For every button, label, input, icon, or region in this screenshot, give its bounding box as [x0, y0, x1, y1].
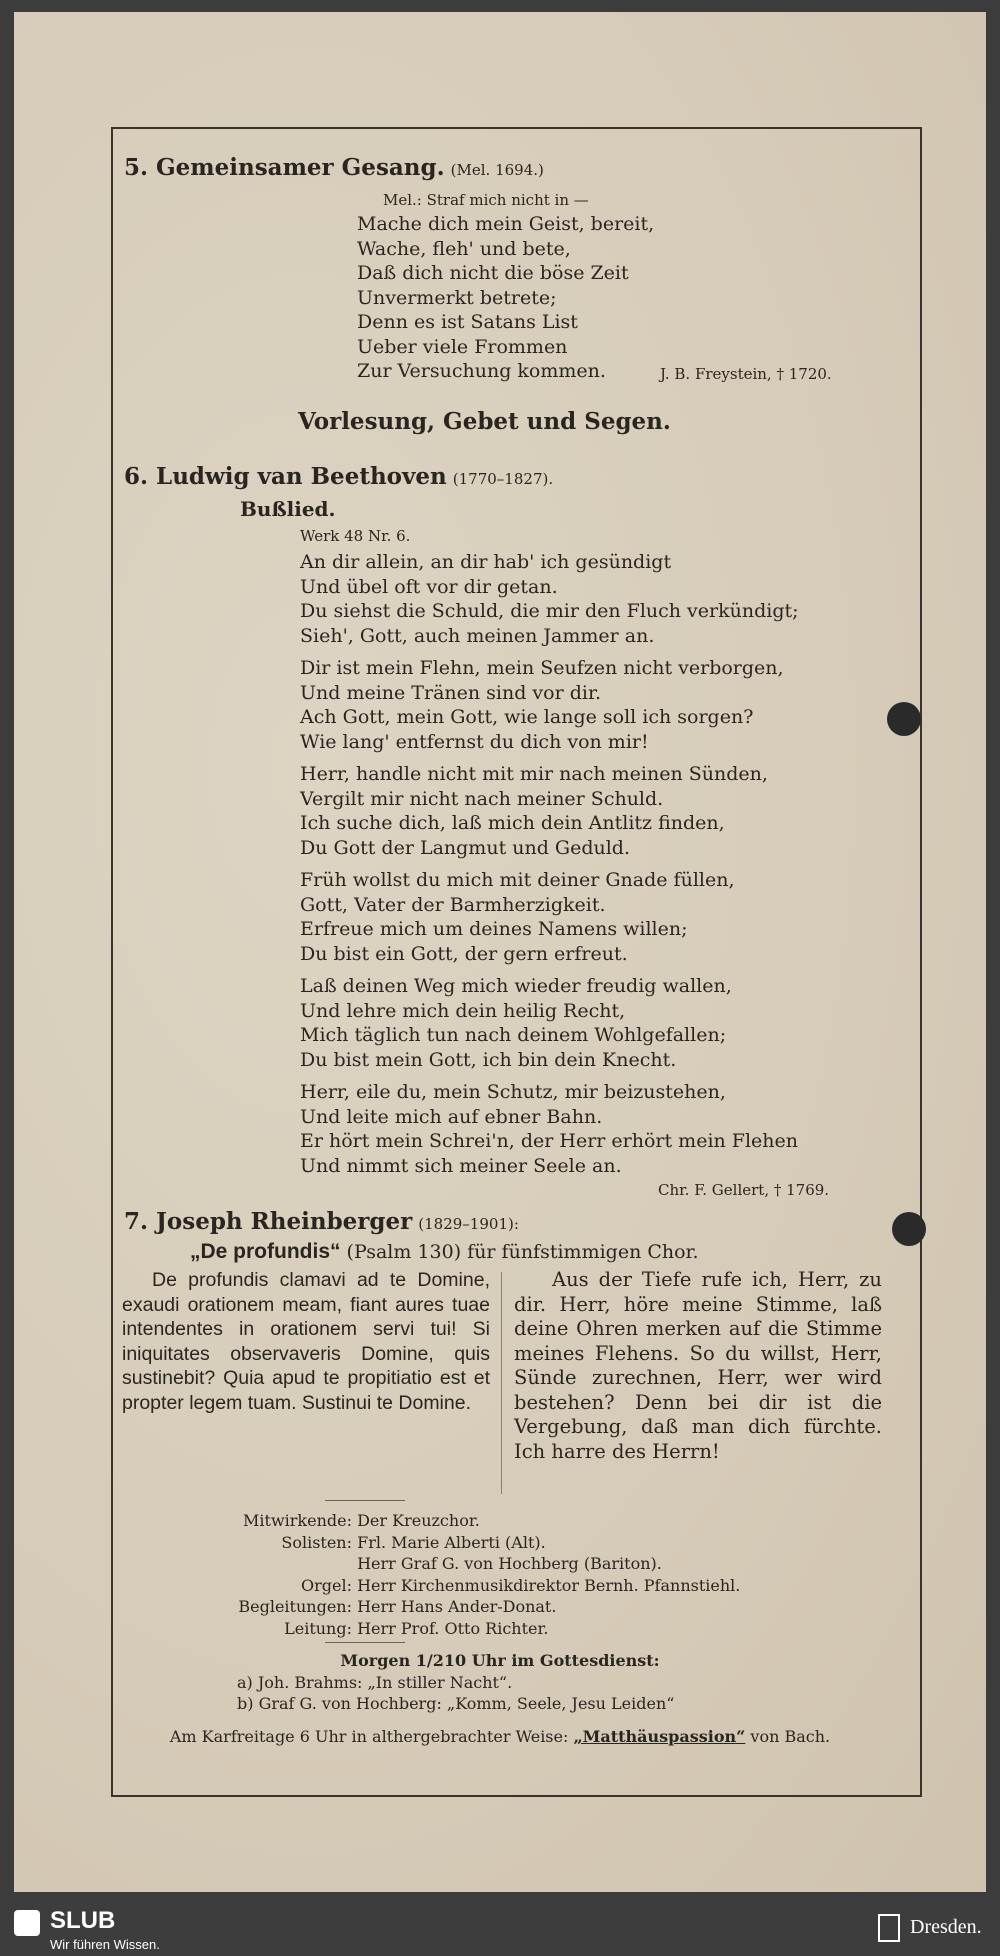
verse-line: Wache, fleh' und bete, — [357, 237, 571, 260]
author: Chr. F. Gellert, † 1769. — [658, 1181, 830, 1199]
slub-logo[interactable]: SLUB — [50, 1907, 116, 1934]
hymn-text — [357, 212, 654, 384]
work-title: Bußlied. — [240, 497, 336, 521]
song-text — [300, 550, 799, 1178]
morning-program — [237, 1672, 674, 1714]
verse-line: Unvermerkt betrete; — [357, 286, 557, 309]
verse-line: Daß dich nicht die böse Zeit — [357, 262, 629, 284]
section-title: 5. Gemeinsamer Gesang. — [124, 154, 445, 181]
stanza: Früh wollst du mich mit deiner Gnade füllen, Gott, Vater der Barmherzigkeit. Erfreue mich um deines Namens willen; Du bist ein Gott, der gern erfreut. — [300, 869, 735, 965]
verse-line: Denn es ist Satans List — [357, 311, 578, 333]
section-title: 7. Joseph Rheinberger — [124, 1208, 413, 1235]
dresden-logo[interactable]: Dresden. — [910, 1916, 982, 1938]
program-item: b) Graf G. von Hochberg: „Komm, Seele, Jesu Leiden“ — [237, 1694, 675, 1713]
stanza: Laß deinen Weg mich wieder freudig wallen, Und lehre mich dein heilig Recht, Mich täglich tun nach deinem Wohlgefallen; Du bist mein Gott, ich bin dein Knecht. — [300, 975, 732, 1071]
footer-bar — [0, 1902, 1000, 1956]
composer-dates: (1770–1827). — [452, 470, 554, 488]
latin-text: De profundis clamavi ad te Domine, exaudi orationem meam, fiant aures tuae intendentes in orationem servi tui! Si iniquitates observaveris Domine, quis sustinebit? Quia apud te propitiatio est et propter legem tuam. Sustinui te Domine. — [122, 1269, 490, 1414]
matthaeuspassion: „Matthäuspassion“ — [573, 1727, 746, 1746]
divider — [325, 1642, 405, 1643]
column-divider — [501, 1272, 502, 1494]
divider — [325, 1500, 405, 1501]
verse-line: Ueber viele Frommen — [357, 335, 568, 358]
punch-hole — [892, 1212, 926, 1246]
dresden-crest-icon — [878, 1914, 900, 1942]
melody-note: Mel.: Straf mich nicht in — — [383, 191, 589, 209]
morning-heading: Morgen 1/210 Uhr im Gottesdienst: — [340, 1651, 660, 1670]
slub-logo-icon — [14, 1910, 40, 1936]
good-friday-note: Am Karfreitage 6 Uhr in althergebrachter Weise: „Matthäuspassion“ von Bach. — [169, 1727, 831, 1746]
punch-hole — [887, 702, 921, 736]
stanza: Herr, handle nicht mit mir nach meinen Sünden, Vergilt mir nicht nach meiner Schuld. Ich suche dich, laß mich dein Antlitz finden, Du Gott der Langmut und Geduld. — [300, 763, 768, 859]
section-5-heading — [124, 156, 544, 183]
program-item: a) Joh. Brahms: „In stiller Nacht“. — [237, 1673, 513, 1692]
section-6-heading — [124, 465, 553, 492]
interlude-heading: Vorlesung, Gebet und Segen. — [298, 408, 671, 435]
verse-line: Mache dich mein Geist, bereit, — [357, 213, 655, 235]
stanza: An dir allein, an dir hab' ich gesündigt Und übel oft vor dir getan. Du siehst die Schuld, die mir den Fluch verkündigt; Sieh', Gott, auch meinen Jammer an. — [300, 551, 799, 647]
verse-line: Zur Versuchung kommen. — [357, 360, 606, 382]
melody-ref: (Mel. 1694.) — [450, 161, 544, 179]
stanza: Dir ist mein Flehn, mein Seufzen nicht verborgen, Und meine Tränen sind vor dir. Ach Gott, mein Gott, wie lange soll ich sorgen? Wie lang' entfernst du dich von mir! — [300, 657, 784, 753]
section-title: 6. Ludwig van Beethoven — [124, 463, 447, 490]
section-7-heading — [124, 1210, 519, 1237]
author: J. B. Freystein, † 1720. — [660, 365, 832, 383]
credits: Mitwirkende: Der Kreuzchor. Solisten: Frl. Marie Alberti (Alt). Herr Graf G. von Hochberg (Bariton). Orgel: Herr Kirchenmusikdirektor Bernh. Pfannstiehl. Begleitungen: Herr Hans Ander-Donat. Leitung: Herr Prof. Otto Richter. — [238, 1511, 741, 1638]
opus: Werk 48 Nr. 6. — [300, 527, 411, 545]
german-text: Aus der Tiefe rufe ich, Herr, zu dir. Herr, höre meine Stimme, laß deine Ohren merken auf die Stimme meines Flehens. So du willst, Herr, Sünde zurechnen, Herr, wer wird bestehen? Denn bei dir ist die Vergebung, daß man dich fürchte. Ich harre des Herrn! — [514, 1268, 882, 1463]
work-title: „De profundis“ (Psalm 130) für fünfstimmigen Chor. — [190, 1240, 699, 1263]
stanza: Herr, eile du, mein Schutz, mir beizustehen, Und leite mich auf ebner Bahn. Er hört mein Schrei'n, der Herr erhört mein Flehen Und nimmt sich meiner Seele an. — [300, 1081, 799, 1177]
composer-dates: (1829–1901): — [418, 1215, 519, 1233]
tagline: Wir führen Wissen. — [50, 1937, 160, 1952]
